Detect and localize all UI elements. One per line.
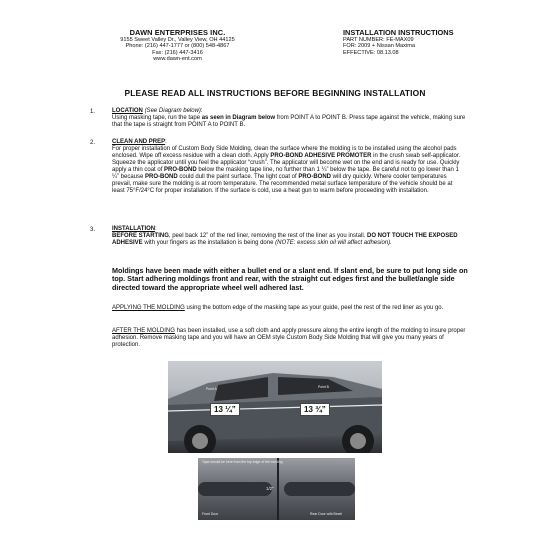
clean-text-4: could dull the paint surface. The light coat of — [177, 173, 299, 180]
step-installation: INSTALLATION: BEFORE STARTING, peel back 12” of the red liner, removing the rest of the liner as you install. DO NOT TOUCH THE EXPOSED ADHESIVE with your fingers as the installation is being done (NOTE: excess skin oil will affect adhesion). — [112, 226, 458, 246]
step-number-2: 2. — [90, 140, 96, 146]
applying-title: APPLYING THE MOLDING — [112, 305, 185, 311]
part-number: PART NUMBER: FE-MAX09 — [343, 37, 414, 43]
install-title: INSTALLATION INSTRUCTIONS — [343, 28, 454, 37]
clean-bold-3: PRO-BOND — [145, 173, 178, 180]
company-name: DAWN ENTERPRISES INC. — [129, 28, 226, 37]
install-text-2: with your fingers as the installation is being done — [142, 239, 276, 246]
step-number-3: 3. — [90, 227, 96, 233]
step-location-text-a: Using masking tape, run the tape — [112, 114, 202, 121]
rear-door-label: Rear Door with Bezel — [310, 512, 343, 516]
company-web: www.dawn-ent.com — [153, 56, 202, 63]
clean-text-1: For proper installation of Custom Body Side Molding, clean the surface where the molding is to be installed using the alcohol pads enclosed. Wipe off excess residue with a clean cloth. Apply — [112, 145, 457, 159]
step-location-bold: as seen in Diagram below — [201, 114, 276, 121]
install-bold-2: DO NOT TOUCH THE EXPOSED ADHESIVE — [112, 232, 458, 246]
company-fax: Fax: (216) 447-3416 — [152, 49, 203, 56]
company-address: 9155 Sweet Valley Dr., Valley View, OH 44125 — [120, 37, 235, 43]
clean-text-2: in the crush swab self-applicator. Squeeze the applicator until you feel the applicator “crush”. The applicator will become wet on the end and is ready for use. Quickly apply a thin coat of — [112, 152, 461, 173]
vehicle-fitment: FOR: 2009 + Nissan Maxima — [343, 43, 415, 50]
install-note: (NOTE: excess skin oil will affect adhesion). — [275, 239, 392, 246]
front-measurement: 13 ¼” — [210, 403, 240, 416]
company-phone: Phone: (216) 447-1777 or (800) 548-4867 — [125, 43, 230, 50]
clean-text-3: below the masking tape line, no further than 1 ¼” below the tape. Be careful not to go lower than 1 ¼” because — [112, 166, 459, 180]
clean-bold-1: PRO-BOND ADHESIVE PROMOTER — [270, 152, 372, 159]
clean-bold-2: PRO-BOND — [164, 166, 197, 173]
point-b-label: Point B — [318, 385, 329, 389]
applying-text: using the bottom edge of the masking tape as your guide, peel the rest of the red liner as you go. — [184, 305, 444, 311]
clean-bold-4: PRO-BOND — [298, 173, 332, 180]
page-title: PLEASE READ ALL INSTRUCTIONS BEFORE BEGINNING INSTALLATION — [124, 88, 426, 98]
step-clean-title: CLEAN AND PREP — [112, 139, 166, 145]
car-side-photo — [168, 361, 382, 453]
front-door-label: Front Door — [202, 512, 219, 516]
effective-date: EFFECTIVE: 08.13.08 — [343, 49, 399, 56]
install-text-1: , peel back 12” of the red liner, removing the rest of the liner as you install. — [168, 232, 367, 239]
step-number-1: 1. — [90, 109, 96, 115]
step-location-text-b: from POINT A to POINT B. Press tape against the vehicle, making sure that the tape is straight from POINT A to POINT B. — [112, 114, 466, 128]
after-paragraph — [112, 328, 466, 349]
molding-end-note: Moldings have been made with either a bullet end or a slant end. If slant end, be sure to put long side on top. Start adhering moldings front and rear, with the straight cut edges first and the bullet/angle side directed toward the appropriate wheel well adhered last. — [112, 266, 468, 292]
closeup-caption: Tape should be here from the top edge of the molding — [202, 460, 283, 464]
after-text: has been installed, use a soft cloth and apply pressure along the entire length of the molding to insure proper adhesion. Remove masking tape and you will have an OEM style Custom Body Side Molding that will give you many years of protection. — [112, 328, 466, 348]
molding-closeup-photo — [198, 458, 355, 520]
point-a-label: Point A — [206, 387, 217, 391]
clean-text-5: will dry quickly. Where cooler temperatures prevail, make sure the molding is at room temperature. The recommended metal surface temperature of the vehicle should be at least 75°F/24°C for proper installation. If the surface is cold, use a heat gun to warm before proceeding with installation. — [112, 173, 453, 194]
company-block — [90, 29, 265, 63]
gap-measurement: 1/2” — [266, 486, 274, 491]
step-install-title: INSTALLATION — [112, 226, 156, 232]
step-location: LOCATION (See Diagram below): Using masking tape, run the tape as seen in Diagram below from POINT A to POINT B. Press tape against the vehicle, making sure that the tape is straight from POINT A to POINT B. — [112, 108, 466, 128]
after-title: AFTER THE MOLDING — [112, 328, 175, 334]
install-info-block — [343, 29, 513, 56]
step-location-title: LOCATION — [112, 108, 143, 114]
rear-measurement: 13 ¾” — [300, 403, 330, 416]
applying-paragraph — [112, 305, 466, 312]
step-clean-prep: CLEAN AND PREP: For proper installation of Custom Body Side Molding, clean the surface where the molding is to be installed using the alcohol pads enclosed. Wipe off excess residue with a clean cloth. Apply PRO-BOND ADHESIVE PROMOTER in the crush swab self-applicator. Squeeze the applicator until you feel the applicator “crush”. The applicator will become wet on the end and is ready for use. Quickly apply a thin coat of PRO-BOND below the masking tape line, no further than 1 ¼” below the tape. Be careful not to go lower than 1 ¼” because PRO-BOND could dull the paint surface. The light coat of PRO-BOND will dry quickly. Where cooler temperatures prevail, make sure the molding is at room temperature. The recommended metal surface temperature of the vehicle should be at least 75°F/24°C for proper installation. If the surface is cold, use a heat gun to warm before proceeding with installation. — [112, 139, 461, 194]
step-location-note: (See Diagram below) — [144, 108, 201, 114]
install-bold-1: BEFORE STARTING — [112, 232, 169, 239]
